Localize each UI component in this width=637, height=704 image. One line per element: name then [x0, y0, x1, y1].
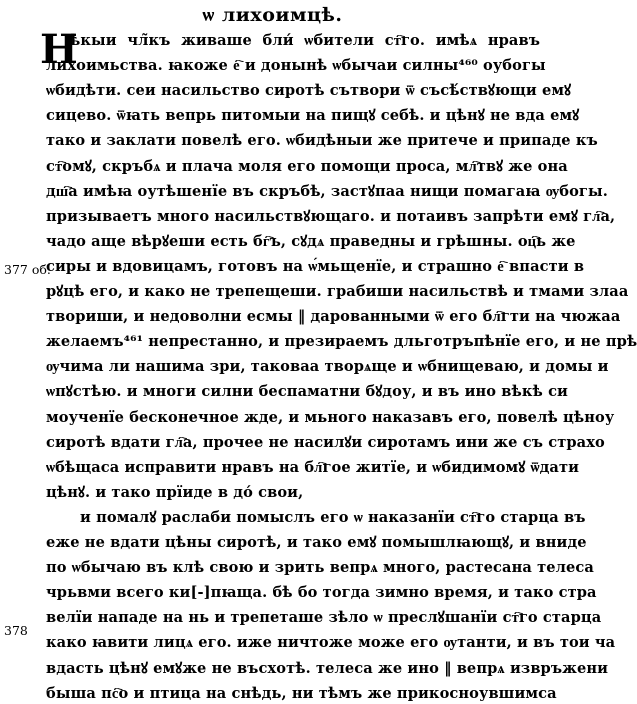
text-line: ѡпꙋстѣю. и многи силни беспаматни бꙋдоу, и въ ино вѣкѣ си	[46, 383, 568, 401]
text-line: велїи нападе на нь и трепеташе зѣло ѡ преслꙋшанїи ст҇го старца	[46, 609, 602, 627]
margin-folio-377ob: 377 об.	[4, 262, 51, 277]
text-line: чадо аще вѣрꙋеши есть бг҇ъ, сꙋдѧ праведны и грѣшны. оц҇ь же	[46, 232, 576, 250]
text-line: вдасть цѣнꙋ емꙋже не въсхотѣ. телеса же ино ‖ вепрѧ извръжени	[46, 659, 609, 677]
text-line: ѣкыи чл̃къ живаше бли́ ѡбители ст҇го. имѣѧ нравъ	[70, 32, 540, 49]
text-line: рꙋцѣ его, и како не трепещеши. грабиши насильствѣ и тмами злаа	[46, 283, 629, 300]
text-line: призываетъ много насильствꙋющаго. и потаивъ запрѣти емꙋ гл҇а,	[46, 207, 616, 225]
text-line: како ꙗвити лицѧ его. иже ничтоже може его ѹтанти, и въ тои ча	[46, 634, 616, 652]
text-line: еже не вдати цѣны сиротѣ, и тако емꙋ помышлꙗющꙋ, и вниде	[46, 534, 587, 551]
text-line: лихоимьства. ꙗкоже е҇ и донынѣ ѡбычаи силны⁴⁶⁰ оубогы	[46, 57, 546, 75]
text-line: дш҇а имѣꙗ оутѣшенїе въ скръбѣ, застꙋпаа нищи помагаꙗ ѹбогы.	[46, 182, 608, 200]
text-line: быша пс҇о и птица на снѣдь, ни тѣмъ же прикосноувшимса	[46, 684, 557, 702]
text-line: по ѡбычаю въ клѣ свою и зрить вепрѧ много, растесана телеса	[46, 559, 594, 577]
text-line: твориши, и недоволни есмы ‖ дарованными ѿ его бл҇гти на чюжаа	[46, 308, 621, 326]
margin-folio-378: 378	[4, 623, 28, 638]
text-line: сицево. ѿꙗть вепрь питомыи на пищꙋ себѣ. и цѣнꙋ не вда емꙋ	[46, 107, 580, 125]
text-line: ѡбѣщаса исправити нравъ на бл҇гое житїе, и ѡбидимомꙋ ѿдати	[46, 458, 580, 476]
text-line: сиротѣ вдати гл҇а, прочее не насилꙋи сиротамъ ини же съ страхо	[46, 433, 605, 451]
text-line: желаемъ⁴⁶¹ непрестанно, и презираемъ дльготръпѣнїе его, и не прѣ	[46, 333, 637, 351]
text-line: моученїе бесконечное жде, и мьного наказавъ его, повелѣ цѣноу	[46, 408, 615, 426]
text-line: ѡбидѣти. сеи насильство сиротѣ сътвори ѿ съсѣ́ствꙋющи емꙋ	[46, 82, 572, 100]
text-line: и помалꙋ раслаби помыслъ его ѡ наказанїи ст҇го старца въ	[80, 508, 586, 526]
text-line: чрьвми всего ки[-]пꙗща. бѣ бо тогда зимно время, и тако стра	[46, 584, 597, 602]
drop-cap-initial: Н	[40, 26, 78, 73]
text-line: сиры и вдовицамъ, готовъ на ѡ́мьщенїе, и страшно е҇ впасти в	[46, 257, 585, 275]
text-line: ст҇омꙋ, скръбѧ и плача моля его помощи проса, мл҇твꙋ же она	[46, 157, 568, 175]
text-line: тако и заклати повелѣ его. ѡбидѣныи же притече и припаде къ	[46, 132, 598, 150]
text-line: цѣнꙋ. и тако прїиде в до́ свои,	[46, 483, 304, 501]
text-line: ѹчима ли нашима зри, таковаа творѧще и ѡбнищеваю, и домы и	[46, 358, 609, 376]
chapter-title: ѡ лихоимцѣ.	[202, 4, 343, 26]
